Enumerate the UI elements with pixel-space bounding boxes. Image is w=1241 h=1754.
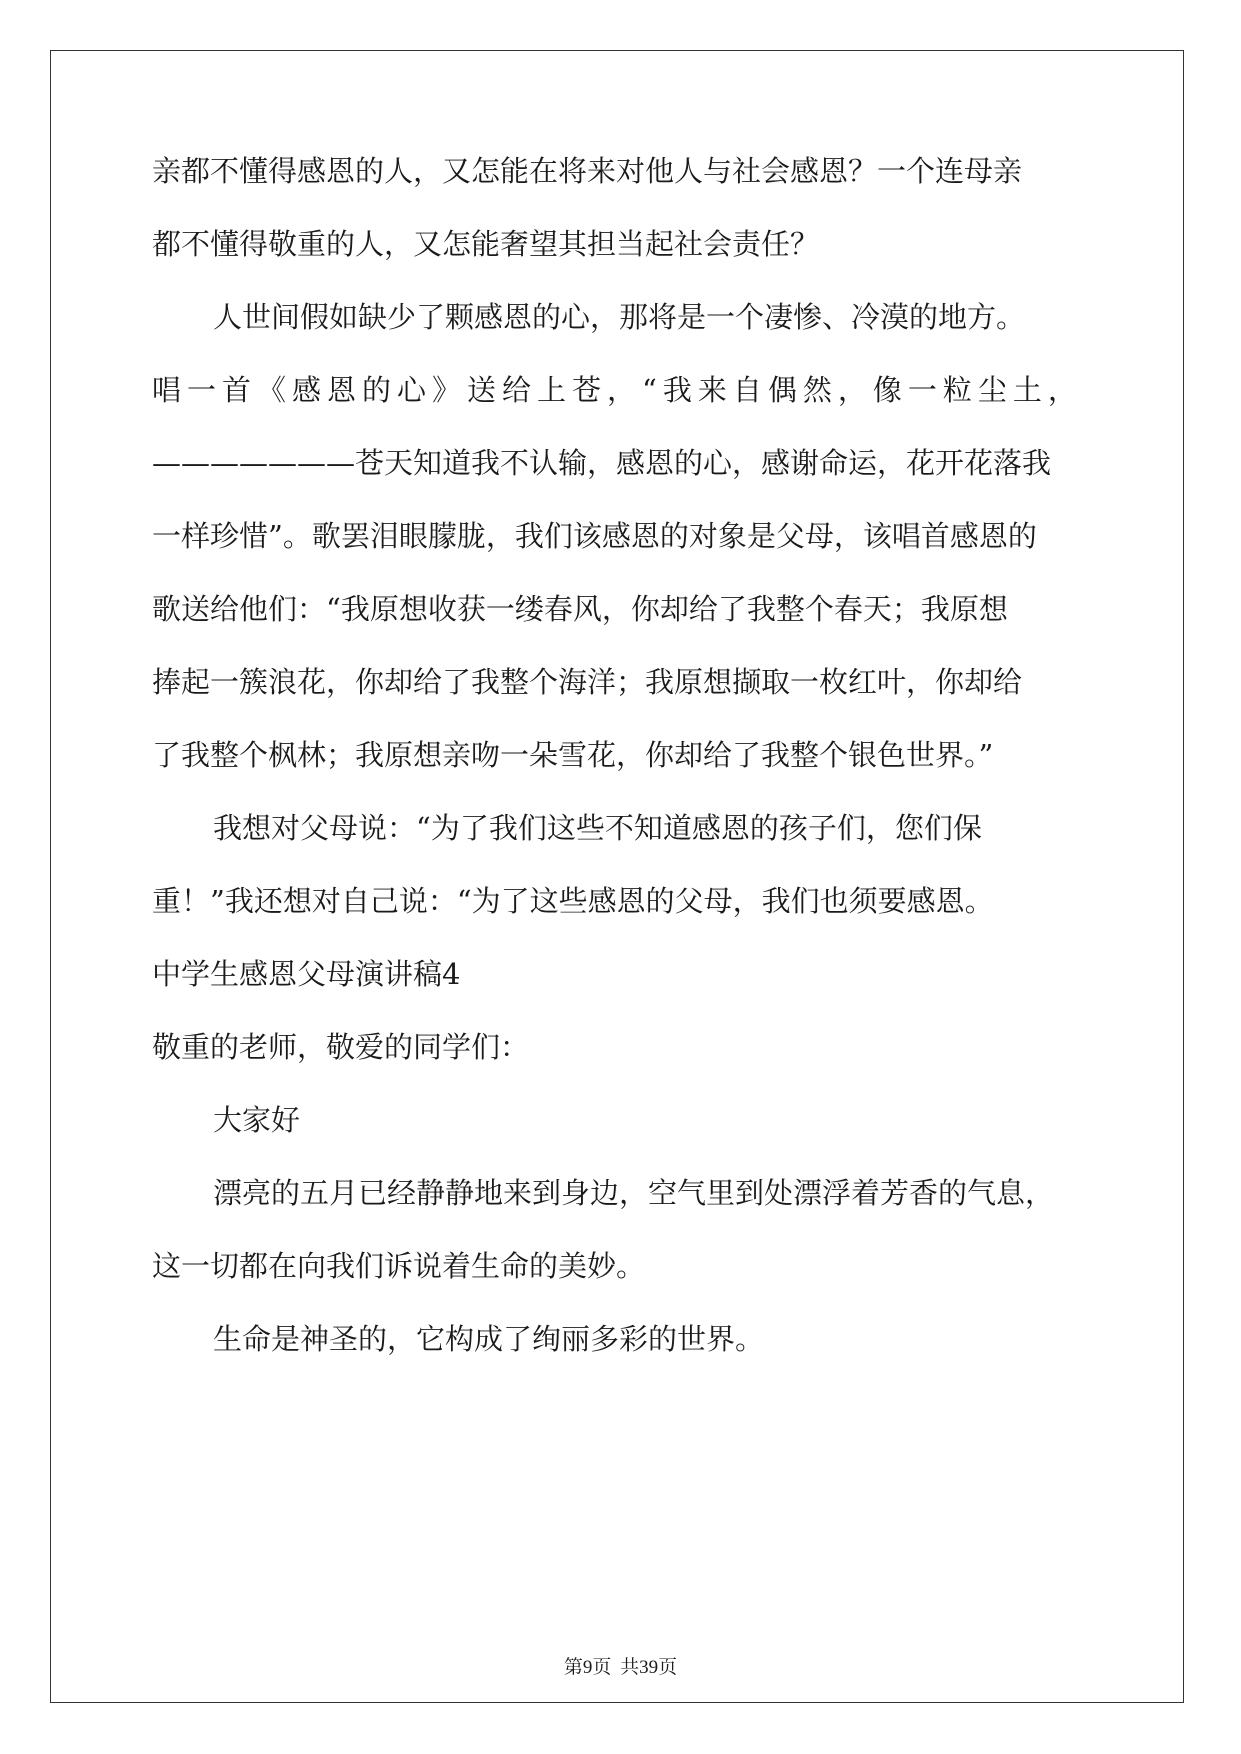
- section-heading: 中学生感恩父母演讲稿4: [152, 957, 461, 991]
- paragraph-line: 唱一首《感恩的心》送给上苍，“我来自偶然，像一粒尘土，: [152, 373, 1083, 407]
- paragraph-line: 了我整个枫林；我原想亲吻一朵雪花，你却给了我整个银色世界。”: [152, 738, 994, 772]
- paragraph-line: 捧起一簇浪花，你却给了我整个海洋；我原想撷取一枚红叶，你却给: [152, 665, 1023, 699]
- paragraph-line: 重！”我还想对自己说：“为了这些感恩的父母，我们也须要感恩。: [152, 884, 994, 918]
- paragraph-line: 人世间假如缺少了颗感恩的心，那将是一个凄惨、冷漠的地方。: [213, 300, 1026, 334]
- page-total: 共39页: [620, 1657, 678, 1678]
- paragraph-line: 都不懂得敬重的人，又怎能奢望其担当起社会责任？: [152, 227, 820, 261]
- paragraph-line: ———————苍天知道我不认输，感恩的心，感谢命运，花开花落我: [152, 446, 1052, 480]
- paragraph-line: 歌送给他们：“我原想收获一缕春风，你却给了我整个春天；我原想: [152, 592, 1008, 626]
- paragraph-line: 我想对父母说：“为了我们这些不知道感恩的孩子们，您们保: [213, 811, 982, 845]
- paragraph-line: 这一切都在向我们诉说着生命的美妙。: [152, 1249, 646, 1283]
- page-footer: [0, 1652, 1241, 1679]
- salutation: 敬重的老师，敬爱的同学们：: [152, 1030, 530, 1064]
- paragraph-line: 生命是神圣的，它构成了绚丽多彩的世界。: [213, 1322, 765, 1356]
- paragraph-line: 漂亮的五月已经静静地来到身边，空气里到处漂浮着芳香的气息，: [213, 1176, 1055, 1210]
- paragraph-line: 一样珍惜”。歌罢泪眼朦胧，我们该感恩的对象是父母，该唱首感恩的: [152, 519, 1037, 553]
- paragraph-line: 亲都不懂得感恩的人，又怎能在将来对他人与社会感恩？一个连母亲: [152, 154, 1023, 188]
- page-number: 第9页: [563, 1657, 612, 1678]
- greeting: 大家好: [213, 1103, 301, 1137]
